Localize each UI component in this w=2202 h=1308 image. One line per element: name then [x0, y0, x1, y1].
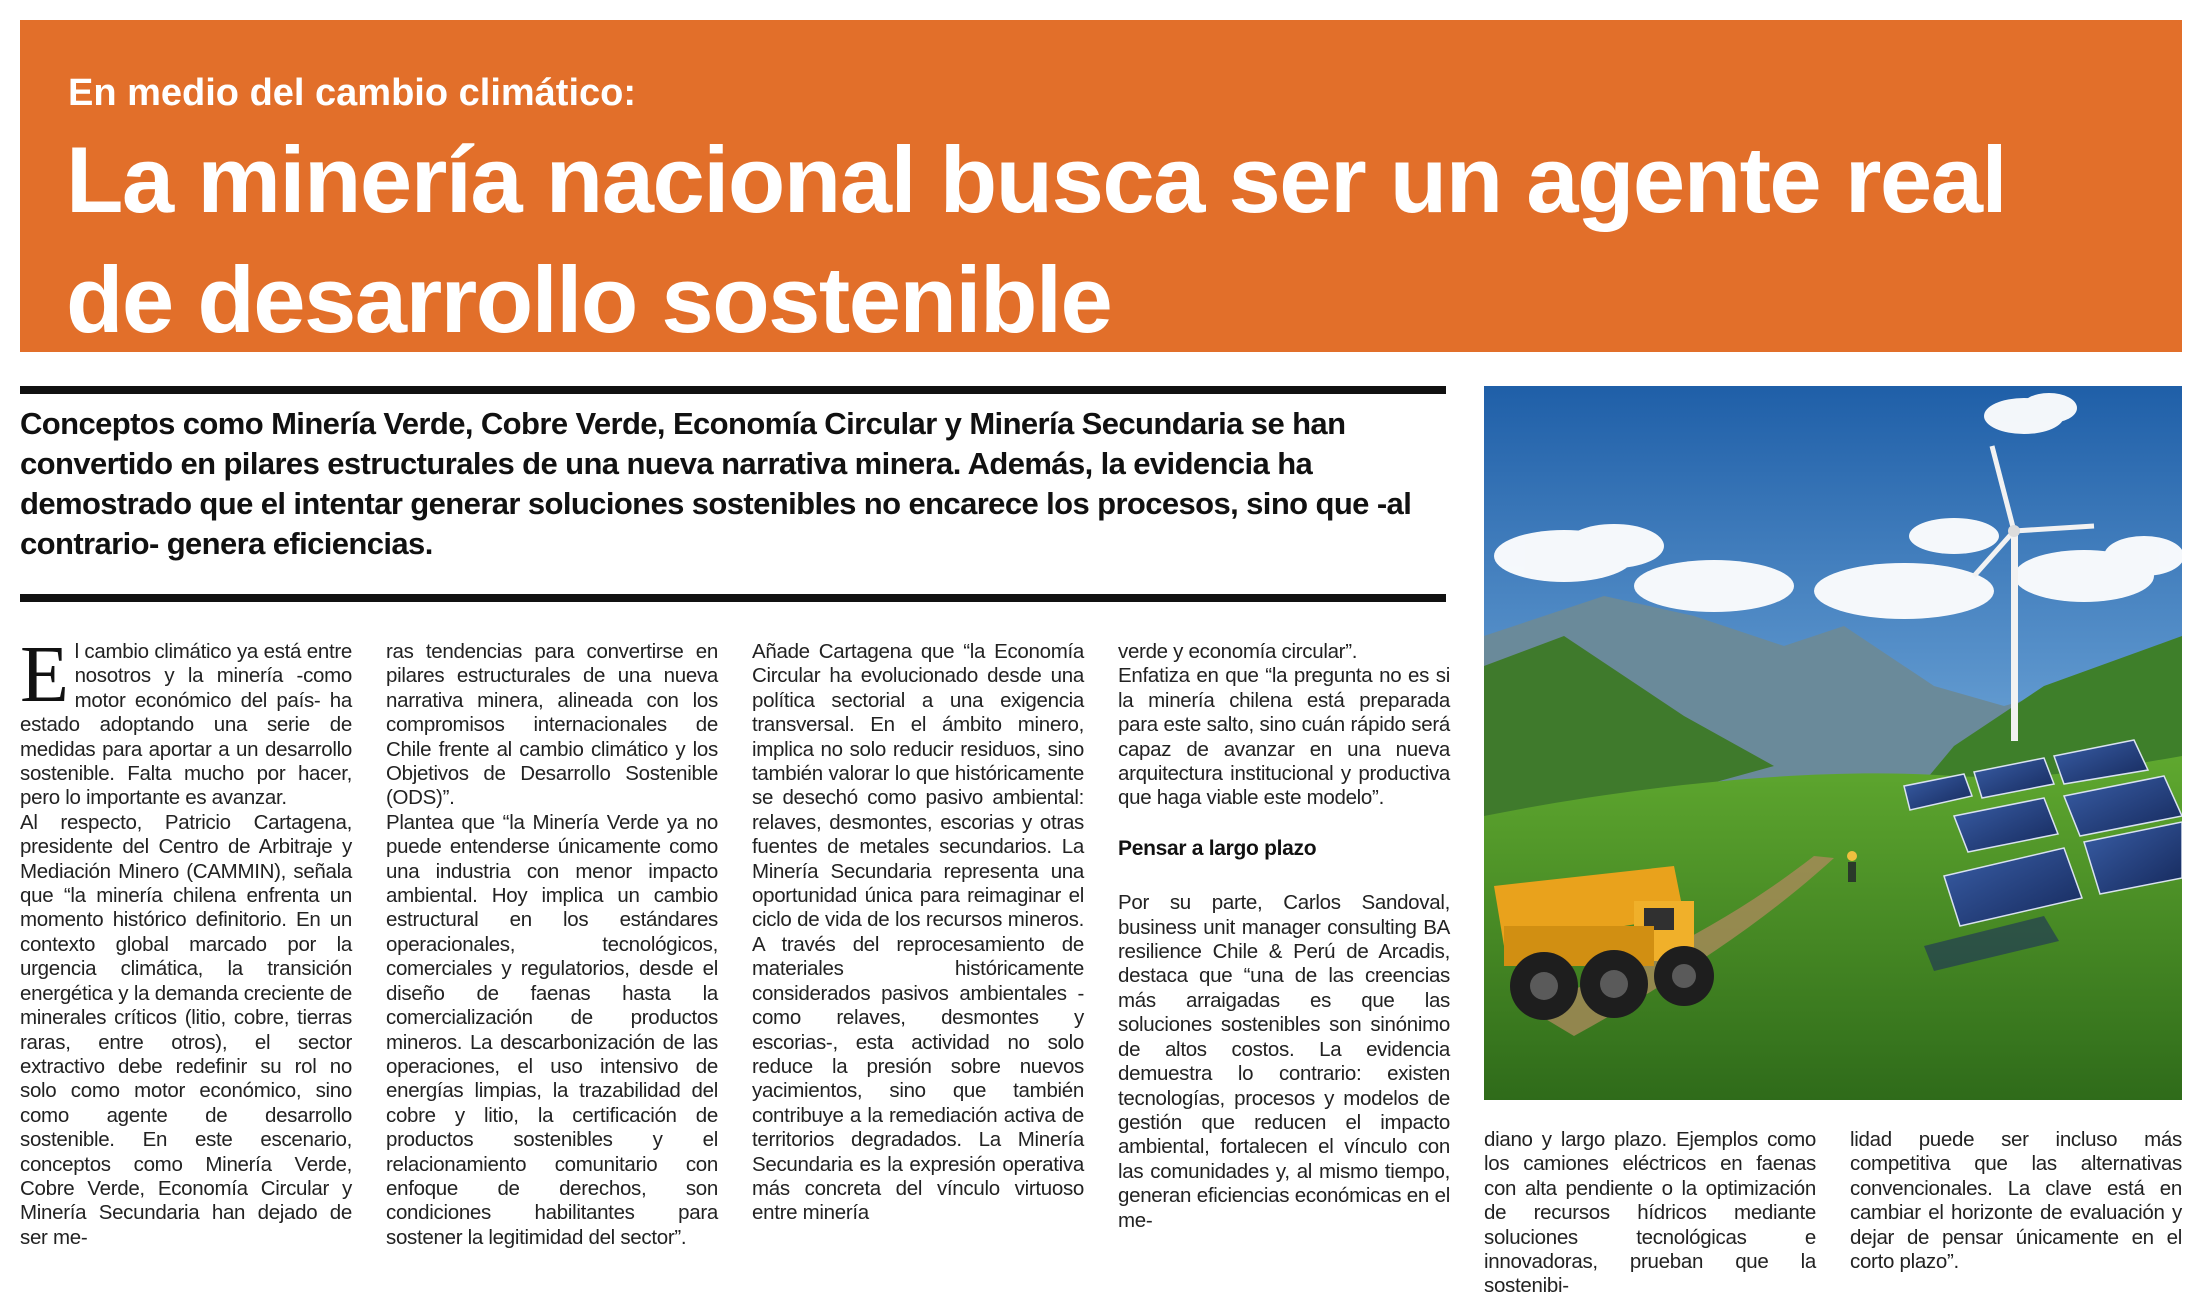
headline-title: La minería nacional busca ser un agente real de desarrollo sostenible — [66, 127, 2007, 352]
column-1-paragraph-1: l cambio climático ya está entre nosotros y la minería -como motor económico del país- ha estado adoptando una serie de medidas para aportar a un desarrollo sostenible. Falta mucho por hacer, pero lo importante es avanzar. — [20, 640, 352, 810]
column-4-paragraph-1: verde y economía circular”. — [1118, 640, 1358, 663]
worker-figure — [1847, 851, 1857, 882]
lead-bottom-rule — [20, 594, 1446, 602]
column-4-paragraph-2: Enfatiza en que “la pregunta no es si la minería chilena está preparada para este salto, sino cuán rápido será capaz de avanzar en una nueva arquitectura institucional y productiva que haga viable este modelo”. — [1118, 664, 1450, 810]
column-4-paragraph-3: Por su parte, Carlos Sandoval, business unit manager consulting BA resilience Chile & Perú de Arcadis, destaca que “una de las creencias más arraigadas es que las soluciones sostenibles son sinónimo de altos costos. La evidencia demuestra lo contrario: existen tecnologías, procesos y modelos de gestión que reducen el impacto ambiental, fortalecen el vínculo con las comunidades y, al mismo tiempo, generan eficiencias económicas en el me- — [1118, 891, 1450, 1232]
article-column-1 — [20, 631, 352, 1250]
lead-top-rule — [20, 386, 1446, 394]
article-column-3 — [752, 640, 1084, 1226]
column-5-paragraph-1: diano y largo plazo. Ejemplos como los camiones eléctricos en faenas con alta pendiente o la optimización de recursos hídricos mediante soluciones tecnológicas e innovadoras, prueban que la sostenibi- — [1484, 1128, 1816, 1298]
headline-banner — [20, 20, 2182, 352]
article-column-2 — [386, 640, 718, 1250]
column-3-paragraph-1: Añade Cartagena que “la Economía Circular ha evolucionado desde una política sectorial a una exigencia transversal. En el ámbito minero, implica no solo reducir residuos, sino también valorar lo que históricamente se desechó como pasivo ambiental: relaves, desmontes, escorias y otras fuentes de metales secundarios. La Minería Secundaria representa una oportunidad única para reimaginar el ciclo de vida de los recursos mineros. A través del reprocesamiento de materiales históricamente considerados pasivos ambientales -como relaves, desmontes y escorias-, esta actividad no solo reduce la presión sobre nuevos yacimientos, sino que también contribuye a la remediación activa de territorios degradados. La Minería Secundaria es la expresión operativa más concreta del vínculo virtuoso entre minería — [752, 640, 1084, 1225]
mining-landscape-photo — [1484, 386, 2182, 1100]
article-column-4 — [1118, 640, 1450, 1233]
column-6-paragraph-1: lidad puede ser incluso más competitiva que las alternativas convencionales. La clave está en cambiar el horizonte de evaluación y dejar de pensar únicamente en el corto plazo”. — [1850, 1128, 2182, 1274]
column-2-paragraph-2: Plantea que “la Minería Verde ya no puede entenderse únicamente como una industria con menor impacto ambiental. Hoy implica un cambio estructural en los estándares operacionales, tecnológicos, comerciales y regulatorios, desde el diseño de faenas hasta la comercialización de productos mineros. La descarbonización de las operaciones, el uso intensivo de energías limpias, la trazabilidad del cobre y litio, la certificación de productos sostenibles y el relacionamiento comunitario con enfoque de derechos, son condiciones habilitantes para sostener la legitimidad del sector”. — [386, 810, 718, 1249]
dropcap: E — [20, 631, 69, 719]
section-subhead: Pensar a largo plazo — [1118, 836, 1317, 860]
article-column-6 — [1850, 1128, 2182, 1274]
column-1-paragraph-2: Al respecto, Patricio Cartagena, presidente del Centro de Arbitraje y Mediación Minero (CAMMIN), señala que “la minería chilena enfrenta un momento histórico definitorio. En un contexto global marcado por la urgencia climática, la transición energética y la demanda creciente de minerales críticos (litio, cobre, tierras raras, entre otros), el sector extractivo debe redefinir su rol no solo como motor económico, sino como agente de desarrollo sostenible. En este escenario, conceptos como Minería Verde, Cobre Verde, Economía Circular y Minería Secundaria han dejado de ser me- — [20, 810, 352, 1249]
lead-paragraph: Conceptos como Minería Verde, Cobre Verde, Economía Circular y Minería Secundaria se han convertido en pilares estructurales de una nueva narrativa minera. Además, la evidencia ha demostrado que el intentar generar soluciones sostenibles no encarece los procesos, sino que -al contrario- genera eficiencias. — [20, 406, 1412, 561]
headline-kicker: En medio del cambio climático: — [68, 72, 637, 114]
article-column-5 — [1484, 1128, 1816, 1299]
column-2-paragraph-1: ras tendencias para convertirse en pilares estructurales de una nueva narrativa minera, alineada con los compromisos internacionales de Chile frente al cambio climático y los Objetivos de Desarrollo Sostenible (ODS)”. — [386, 640, 718, 810]
